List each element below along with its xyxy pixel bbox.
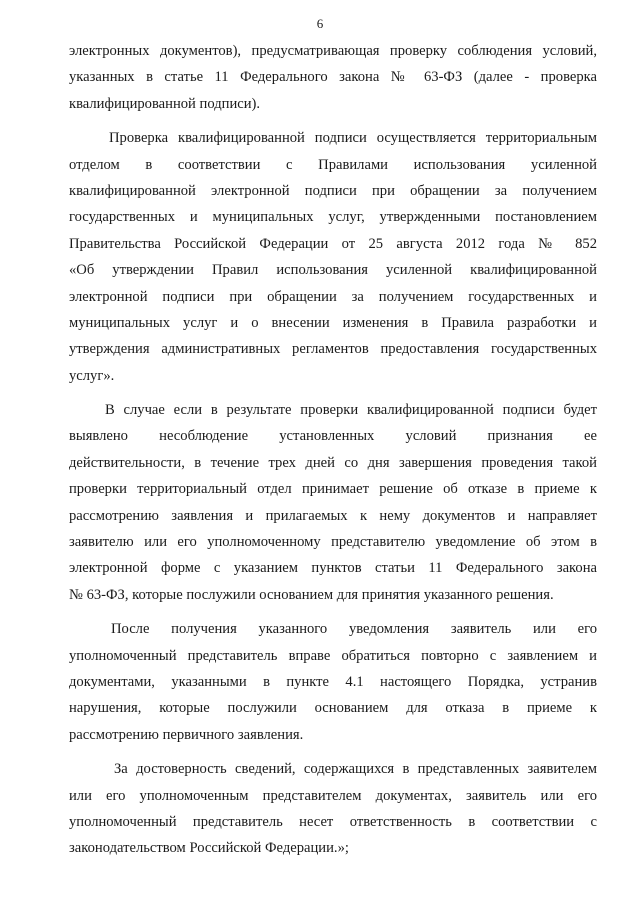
text-line: электронной подписи при обращении за получением государственных и — [69, 288, 597, 305]
text-line: уполномоченный представитель несет ответственность в соответствии с — [69, 813, 597, 830]
text-line: выявлено несоблюдение установленных условий признания ее — [69, 428, 597, 445]
text-line: квалифицированной электронной подписи при обращении за получением — [69, 182, 597, 199]
text-line: нарушения, которые послужили основанием для отказа в приеме к — [69, 700, 597, 717]
text-line: заявителю или его уполномоченному представителю уведомление об этом в — [69, 534, 597, 551]
paragraph — [69, 756, 597, 862]
text-line: квалифицированной подписи). — [69, 95, 261, 112]
text-line: № 63-ФЗ, которые послужили основанием для принятия указанного решения. — [69, 586, 554, 603]
paragraph — [69, 616, 597, 748]
page-number: 6 — [316, 16, 324, 31]
text-line: рассмотрению первичного заявления. — [69, 726, 304, 743]
text-line: или его уполномоченным представителем документах, заявитель или его — [69, 787, 597, 804]
text-line: муниципальных услуг и о внесении изменения в Правила разработки и — [69, 314, 597, 331]
text-line: утверждения административных регламентов предоставления государственных — [69, 341, 597, 358]
text-line: Проверка квалифицированной подписи осуществляется территориальным — [109, 130, 597, 147]
text-line: уполномоченный представитель вправе обратиться повторно с заявлением и — [69, 647, 597, 664]
text-line: В случае если в результате проверки квалифицированной подписи будет — [105, 402, 597, 419]
text-line: проверки территориальный отдел принимает решение об отказе в приеме к — [69, 481, 597, 498]
text-line: государственных и муниципальных услуг, утвержденными постановлением — [69, 209, 597, 226]
text-line: За достоверность сведений, содержащихся в представленных заявителем — [114, 761, 597, 778]
document-body — [69, 38, 597, 862]
text-line: Правительства Российской Федерации от 25 августа 2012 года № 852 — [69, 235, 597, 252]
text-line: «Об утверждении Правил использования усиленной квалифицированной — [69, 262, 597, 279]
text-line: электронных документов), предусматривающая проверку соблюдения условий, — [69, 43, 597, 59]
text-line: электронной форме с указанием пунктов статьи 11 Федерального закона — [69, 560, 597, 577]
text-line: услуг». — [69, 367, 115, 384]
text-line: законодательством Российской Федерации.»; — [69, 840, 349, 857]
paragraph — [69, 125, 597, 389]
text-line: После получения указанного уведомления заявитель или его — [111, 621, 597, 638]
text-line: отделом в соответствии с Правилами использования усиленной — [69, 156, 597, 173]
text-line: документами, указанными в пункте 4.1 настоящего Порядка, устранив — [69, 673, 597, 690]
paragraph — [69, 397, 597, 608]
text-line: указанных в статье 11 Федерального закона № 63-ФЗ (далее - проверка — [69, 69, 597, 86]
paragraph — [69, 38, 597, 117]
text-line: действительности, в течение трех дней со дня завершения проведения такой — [69, 454, 597, 471]
text-line: рассмотрению заявления и прилагаемых к нему документов и направляет — [69, 507, 597, 524]
